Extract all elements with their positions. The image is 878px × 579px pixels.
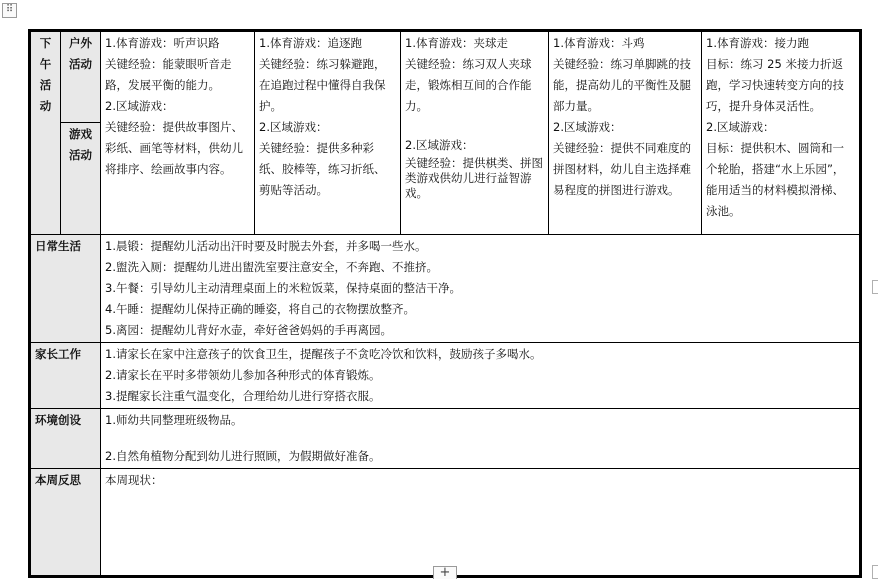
environment-item: 2.自然角植物分配到幼儿进行照顾，为假期做好准备。 <box>105 449 381 463</box>
day-1-activities[interactable] <box>101 31 255 235</box>
activity-line: 2.区域游戏： <box>553 120 622 134</box>
day-3-activities[interactable] <box>401 31 549 235</box>
daily-item: 2.盥洗入厕：提醒幼儿进出盥洗室要注意安全，不奔跑、不推挤。 <box>105 260 438 274</box>
activity-line: 2.区域游戏： <box>405 138 474 152</box>
activity-line: 关键经验：提供不同难度的拼图材料，幼儿自主选择难易程度的拼图进行游戏。 <box>553 141 691 197</box>
activity-line: 目标：练习 25 米接力折返跑，学习快速转变方向的技巧，提升身体灵活性。 <box>706 57 844 113</box>
game-activity-label: 游戏活动 <box>61 123 101 235</box>
activity-line: 关键经验：练习躲避跑，在追跑过程中懂得自我保护。 <box>259 57 386 113</box>
environment-content[interactable] <box>101 409 861 469</box>
daily-item: 4.午睡：提醒幼儿保持正确的睡姿，将自己的衣物摆放整齐。 <box>105 302 415 316</box>
table-move-handle[interactable]: ⠿ <box>2 3 17 18</box>
daily-life-content[interactable] <box>101 235 861 343</box>
activity-line: 关键经验：练习双人夹球走，锻炼相互间的合作能力。 <box>405 57 532 113</box>
add-row-button[interactable]: + <box>433 566 457 579</box>
activity-line: 1.体育游戏：听声识路 <box>105 36 220 50</box>
activity-line: 2.区域游戏： <box>105 99 174 113</box>
daily-item: 3.午餐：引导幼儿主动清理桌面上的米粒饭菜，保持桌面的整洁干净。 <box>105 281 461 295</box>
activity-line: 关键经验：能蒙眼听音走路，发展平衡的能力。 <box>105 57 232 92</box>
outdoor-activity-label: 户外活动 <box>61 31 101 123</box>
reflection-row <box>30 469 861 577</box>
parent-work-label: 家长工作 <box>30 343 101 409</box>
daily-life-label: 日常生活 <box>30 235 101 343</box>
environment-row <box>30 409 861 469</box>
right-margin-marker <box>872 565 878 579</box>
activity-line: 目标：提供积木、圆筒和一个轮胎，搭建“水上乐园”，能用适当的材料模拟滑梯、泳池。 <box>706 141 845 218</box>
day-2-activities[interactable] <box>255 31 401 235</box>
parent-item: 3.提醒家长注重气温变化，合理给幼儿进行穿搭衣服。 <box>105 389 381 403</box>
parent-item: 2.请家长在平时多带领幼儿参加各种形式的体育锻炼。 <box>105 368 381 382</box>
activity-line: 关键经验：提供多种彩纸、胶棒等，练习折纸、剪贴等活动。 <box>259 141 386 197</box>
daily-item: 5.离园：提醒幼儿背好水壶，牵好爸爸妈妈的手再离园。 <box>105 323 392 337</box>
reflection-label: 本周反思 <box>30 469 101 577</box>
weekly-plan-table <box>28 29 862 578</box>
activity-line: 关键经验：提供故事图片、彩纸、画笔等材料，供幼儿将排序、绘画故事内容。 <box>105 120 243 176</box>
environment-label: 环境创设 <box>30 409 101 469</box>
afternoon-title-text: 下午活动 <box>39 36 52 113</box>
daily-item: 1.晨锻：提醒幼儿活动出汗时要及时脱去外套，并多喝一些水。 <box>105 239 427 253</box>
activity-line: 1.体育游戏：接力跑 <box>706 36 809 50</box>
afternoon-activities-label <box>30 31 61 235</box>
activity-line: 关键经验：练习单脚跳的技能，提高幼儿的平衡性及腿部力量。 <box>553 57 691 113</box>
environment-item: 1.师幼共同整理班级物品。 <box>105 413 243 427</box>
activity-line: 2.区域游戏： <box>259 120 328 134</box>
reflection-status-label: 本周现状： <box>105 473 163 487</box>
reflection-content[interactable] <box>101 469 861 577</box>
activity-line: 关键经验：提供棋类、拼图类游戏供幼儿进行益智游戏。 <box>405 156 543 200</box>
daily-life-row <box>30 235 861 343</box>
day-4-activities[interactable] <box>549 31 702 235</box>
parent-work-content[interactable] <box>101 343 861 409</box>
blank-line <box>105 431 855 446</box>
activity-line: 2.区域游戏： <box>706 120 775 134</box>
right-margin-marker <box>872 280 878 294</box>
activity-line: 1.体育游戏：斗鸡 <box>553 36 645 50</box>
blank-line <box>405 117 544 135</box>
activity-line: 1.体育游戏：夹球走 <box>405 36 508 50</box>
day-5-activities[interactable] <box>702 31 861 235</box>
parent-item: 1.请家长在家中注意孩子的饮食卫生，提醒孩子不贪吃冷饮和饮料，鼓励孩子多喝水。 <box>105 347 542 361</box>
afternoon-outdoor-row <box>30 31 861 123</box>
activity-line: 1.体育游戏：追逐跑 <box>259 36 362 50</box>
parent-work-row <box>30 343 861 409</box>
